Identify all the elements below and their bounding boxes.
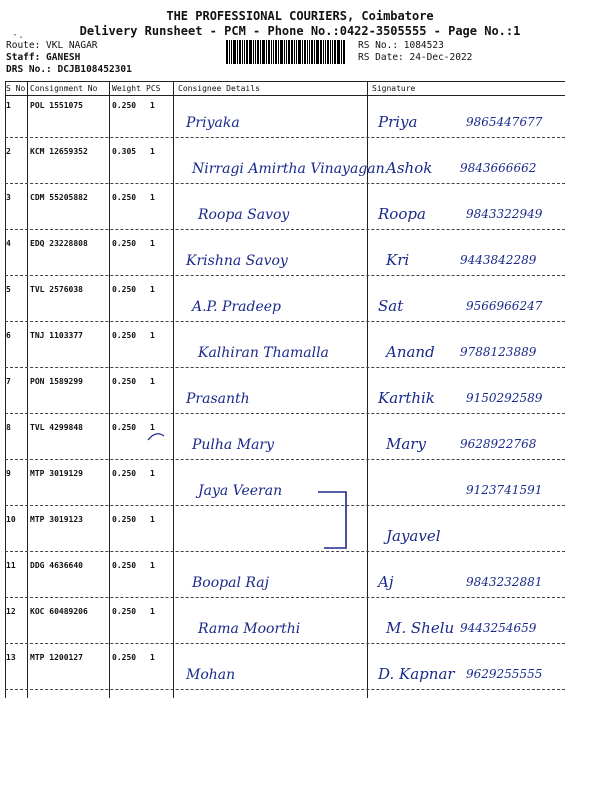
row-pcs: 1: [150, 239, 155, 248]
col-consignment: Consignment No: [30, 84, 98, 93]
row-signature: Priya: [378, 113, 418, 131]
row-signature: Sat: [378, 297, 404, 315]
drs-number: DRS No.: DCJB108452301: [6, 64, 132, 75]
row-sno: 13: [6, 653, 16, 662]
col-consignee: Consignee Details: [178, 84, 260, 93]
row-consignee-handwriting: Mohan: [186, 667, 236, 683]
row-pcs: 1: [150, 515, 155, 524]
row-sno: 3: [6, 193, 11, 202]
row-phone: 9843232881: [466, 575, 543, 589]
row-sno: 4: [6, 239, 11, 248]
row-weight: 0.250: [112, 331, 137, 340]
row-pcs: 1: [150, 607, 155, 616]
row-consignment-no: MTP 3019123: [30, 515, 83, 524]
route-label: Route: VKL NAGAR: [6, 40, 98, 51]
row-weight: 0.250: [112, 193, 137, 202]
row-consignment-no: KCM 12659352: [30, 147, 88, 156]
row-signature: M. Shelu: [386, 619, 455, 637]
row-sno: 5: [6, 285, 11, 294]
row-pcs: 1: [150, 377, 155, 386]
row-pcs: 1: [150, 423, 155, 432]
row-weight: 0.250: [112, 607, 137, 616]
row-consignee-handwriting: Roopa Savoy: [198, 207, 290, 223]
scan-speck: ·.: [12, 30, 25, 41]
row-pcs: 1: [150, 469, 155, 478]
col-signature: Signature: [372, 84, 416, 93]
row-consignment-no: POL 1551075: [30, 101, 83, 110]
row-signature: Kri: [386, 251, 410, 269]
row-signature: Ashok: [386, 159, 433, 177]
row-signature: Anand: [386, 343, 435, 361]
row-phone: 9843666662: [460, 161, 537, 175]
row-weight: 0.250: [112, 377, 137, 386]
row-weight: 0.250: [112, 515, 137, 524]
row-phone: 9443254659: [460, 621, 537, 635]
row-sno: 2: [6, 147, 11, 156]
row-sno: 11: [6, 561, 16, 570]
col-weight: Weight: [112, 84, 141, 93]
row-consignee-handwriting: Jaya Veeran: [198, 483, 283, 499]
row-signature: Jayavel: [386, 527, 441, 545]
row-sno: 12: [6, 607, 16, 616]
row-pcs: 1: [150, 285, 155, 294]
col-pcs: PCS: [146, 84, 161, 93]
row-consignee-handwriting: Prasanth: [186, 391, 250, 407]
row-pcs: 1: [150, 147, 155, 156]
row-signature: Aj: [378, 573, 394, 591]
row-weight: 0.250: [112, 101, 137, 110]
row-phone: 9865447677: [466, 115, 543, 129]
row-signature: Roopa: [378, 205, 426, 223]
row-consignee-handwriting: Rama Moorthi: [198, 621, 301, 637]
row-phone: 9123741591: [466, 483, 543, 497]
company-title: THE PROFESSIONAL COURIERS, Coimbatore: [166, 9, 434, 23]
row-consignee-handwriting: Kalhiran Thamalla: [198, 345, 329, 361]
row-consignment-no: MTP 3019129: [30, 469, 83, 478]
col-sno: S No: [6, 84, 26, 93]
row-weight: 0.250: [112, 653, 137, 662]
row-phone: 9566966247: [466, 299, 543, 313]
row-weight: 0.250: [112, 561, 137, 570]
row-signature: Mary: [386, 435, 426, 453]
row-consignee-handwriting: Priyaka: [186, 115, 240, 131]
row-consignment-no: EDQ 23228808: [30, 239, 88, 248]
row-signature: D. Kapnar: [378, 665, 455, 683]
row-consignee-handwriting: Boopal Raj: [192, 575, 269, 591]
row-signature: Karthik: [378, 389, 435, 407]
row-pcs: 1: [150, 101, 155, 110]
rs-number: RS No.: 1084523: [358, 40, 444, 51]
rs-date: RS Date: 24-Dec-2022: [358, 52, 473, 63]
row-phone: 9628922768: [460, 437, 537, 451]
row-consignment-no: MTP 1200127: [30, 653, 83, 662]
row-phone: 9150292589: [466, 391, 543, 405]
row-weight: 0.250: [112, 423, 137, 432]
row-sno: 7: [6, 377, 11, 386]
row-sno: 1: [6, 101, 11, 110]
row-pcs: 1: [150, 561, 155, 570]
row-pcs: 1: [150, 331, 155, 340]
row-pcs: 1: [150, 193, 155, 202]
row-consignee-handwriting: Pulha Mary: [192, 437, 275, 453]
row-weight: 0.305: [112, 147, 137, 156]
row-phone: 9788123889: [460, 345, 537, 359]
row-phone: 9629255555: [466, 667, 543, 681]
row-weight: 0.250: [112, 285, 137, 294]
row-consignment-no: TNJ 1103377: [30, 331, 83, 340]
row-consignment-no: PON 1589299: [30, 377, 83, 386]
row-sno: 10: [6, 515, 16, 524]
row-consignment-no: DDG 4636640: [30, 561, 83, 570]
row-consignee-handwriting: A.P. Pradeep: [192, 299, 281, 315]
row-consignment-no: TVL 2576038: [30, 285, 83, 294]
row-weight: 0.250: [112, 239, 137, 248]
row-sno: 8: [6, 423, 11, 432]
row-phone: 9443842289: [460, 253, 537, 267]
row-consignee-handwriting: Nirragi Amirtha Vinayagan: [192, 161, 385, 177]
row-consignee-handwriting: Krishna Savoy: [186, 253, 288, 269]
runsheet-subtitle: Delivery Runsheet - PCM - Phone No.:0422-3505555 - Page No.:1: [79, 24, 521, 38]
row-phone: 9843322949: [466, 207, 543, 221]
row-weight: 0.250: [112, 469, 137, 478]
row-consignment-no: TVL 4299848: [30, 423, 83, 432]
row-consignment-no: KOC 60489206: [30, 607, 88, 616]
staff-label: Staff: GANESH: [6, 52, 81, 63]
row-sno: 6: [6, 331, 11, 340]
row-consignment-no: CDM 55205882: [30, 193, 88, 202]
row-pcs: 1: [150, 653, 155, 662]
row-sno: 9: [6, 469, 11, 478]
